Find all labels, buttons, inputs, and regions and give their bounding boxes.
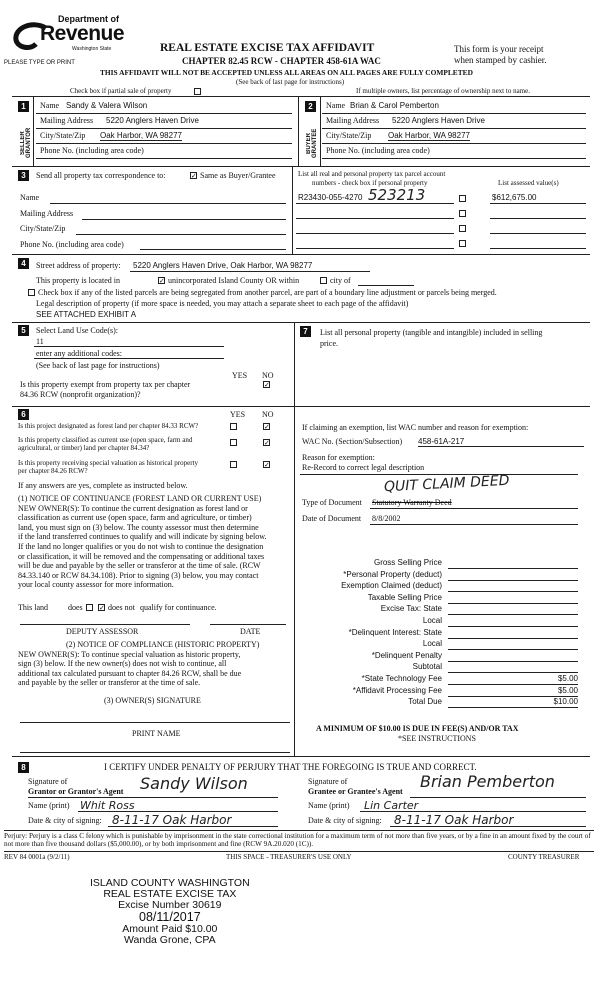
street-address-field[interactable]: 5220 Anglers Haven Drive, Oak Harbor, WA 98277 <box>133 261 313 270</box>
dept-state: Washington State <box>72 46 112 52</box>
exempt-no-checkbox[interactable]: ✓ <box>264 381 270 389</box>
section-6-number: 6 <box>18 409 29 420</box>
certify-statement: I CERTIFY UNDER PENALTY OF PERJURY THAT THE FOREGOING IS TRUE AND CORRECT. <box>104 762 477 772</box>
seller-phone-label: Phone No. (including area code) <box>40 146 144 155</box>
buyer-side-label: BUYER GRANTEE <box>306 128 318 158</box>
located-mid: unincorporated Island County OR within <box>168 276 300 285</box>
does-checkbox[interactable] <box>86 604 93 611</box>
city-checkbox[interactable] <box>320 277 327 284</box>
dept-line1: Department of <box>58 14 120 24</box>
section-7-number: 7 <box>300 326 311 337</box>
does-label: does <box>68 603 83 612</box>
reason-field[interactable]: Re-Record to correct legal description <box>302 463 425 472</box>
grantee-signature[interactable]: Brian Pemberton <box>420 772 555 791</box>
any-yes-note: If any answers are yes, complete as instructed below. <box>18 481 188 490</box>
deputy-assessor-label: DEPUTY ASSESSOR <box>66 627 139 636</box>
grantee-date-city[interactable]: 8-11-17 Oak Harbor <box>394 813 514 827</box>
buyer-mailing-label: Mailing Address <box>326 116 380 125</box>
fee-row: Excise Tax: State <box>300 604 578 616</box>
buyer-name-label: Name <box>326 101 346 110</box>
receipt-line2: when stamped by cashier. <box>454 55 547 65</box>
sec3-phone-label: Phone No. (including area code) <box>20 240 124 249</box>
historic-question-2: per chapter 84.26 RCW? <box>18 467 88 475</box>
fee-row: Total Due $10.00 <box>408 697 578 707</box>
section-1-number: 1 <box>18 101 29 112</box>
fee-row: *Delinquent Interest: State <box>300 628 578 640</box>
personal-property-checkbox-1[interactable] <box>459 195 466 202</box>
section-8-number: 8 <box>18 762 29 773</box>
current-use-yes-checkbox[interactable] <box>230 439 237 446</box>
see-instructions: *SEE INSTRUCTIONS <box>398 734 477 743</box>
segregated-checkbox[interactable] <box>28 289 35 296</box>
personal-property-checkbox-3[interactable] <box>459 225 466 232</box>
legal-description-label: Legal description of property (if more space is needed, you may attach a separate sheet to each page of the affidavit) <box>36 299 409 308</box>
does-not-checkbox[interactable]: ✓ <box>99 604 105 612</box>
exempt-question-1: Is this property exempt from property tax per chapter <box>20 380 191 389</box>
fee-row: *Personal Property (deduct) <box>300 570 578 582</box>
dept-logo-text: Revenue <box>40 22 125 45</box>
buyer-phone-label: Phone No. (including area code) <box>326 146 430 155</box>
seller-name-label: Name <box>40 101 60 110</box>
treasurer-space: THIS SPACE - TREASURER'S USE ONLY <box>226 853 352 861</box>
form-title: REAL ESTATE EXCISE TAX AFFIDAVIT <box>160 42 375 54</box>
buyer-name-field[interactable]: Brian & Carol Pemberton <box>350 101 439 110</box>
historic-question-1: Is this property receiving special valuation as historical property <box>18 459 199 467</box>
sec6-yes: YES <box>230 410 246 419</box>
street-address-label: Street address of property: <box>36 261 121 270</box>
deputy-date-label: DATE <box>240 627 261 636</box>
buyer-mailing-field[interactable]: 5220 Anglers Haven Drive <box>392 116 485 125</box>
land-use-value[interactable]: 11 <box>36 337 44 346</box>
seller-mailing-field[interactable]: 5220 Anglers Haven Drive <box>106 116 199 125</box>
same-as-buyer-checkbox[interactable]: ✓ <box>191 172 197 180</box>
sec5-see-back: (See back of last page for instructions) <box>36 361 160 370</box>
doc-date-label: Date of Document <box>302 514 362 523</box>
grantor-signature[interactable]: Sandy Wilson <box>140 774 248 793</box>
fee-row: *Delinquent Penalty <box>300 651 578 663</box>
receipt-line1: This form is your receipt <box>454 44 544 54</box>
grantor-printed-name[interactable]: Whit Ross <box>80 799 135 812</box>
personal-property-text-2: price. <box>320 339 338 348</box>
current-use-question-2: agricultural, or timber) land per chapter 84.34? <box>18 444 150 452</box>
personal-property-text-1: List all personal property (tangible and intangible) included in selling <box>320 328 543 337</box>
section-4-number: 4 <box>18 258 29 269</box>
see-back-top: (See back of last page for instructions) <box>236 78 345 86</box>
wac-label: WAC No. (Section/Subsection) <box>302 437 403 446</box>
fee-row: *State Technology Fee $5.00 <box>361 673 578 683</box>
sec3-city-label: City/State/Zip <box>20 224 66 233</box>
buyer-city-field[interactable]: Oak Harbor, WA 98277 <box>388 131 470 140</box>
parcel-header-2: numbers - check box if personal property <box>312 179 428 187</box>
grantor-name-label: Name (print) <box>28 801 70 810</box>
fee-row: Local <box>300 639 578 651</box>
sec5-no: NO <box>262 371 274 380</box>
county-treasurer: COUNTY TREASURER <box>508 853 580 861</box>
print-name-label: PRINT NAME <box>132 729 181 738</box>
partial-sale-checkbox[interactable] <box>194 88 201 95</box>
section-3-number: 3 <box>18 170 29 181</box>
grantee-name-label: Name (print) <box>308 801 350 810</box>
grantor-date-label: Date & city of signing: <box>28 816 102 825</box>
doc-type-handwritten: QUIT CLAIM DEED <box>383 472 510 496</box>
fees-table <box>300 558 578 709</box>
parcel-header-1: List all real and personal property tax parcel account <box>298 170 446 178</box>
buyer-city-label: City/State/Zip <box>326 131 372 140</box>
form-chapter: CHAPTER 82.45 RCW - CHAPTER 458-61A WAC <box>182 56 381 66</box>
seller-mailing-label: Mailing Address <box>40 116 94 125</box>
perjury-statement: Perjury: Perjury is a class C felony which is punishable by imprisonment in the state correctional institution for a maximum term of not more than five years, or by a fine in an amount fixed by the court of not more than five thousand dollars ($5,000.00), or by both imprisonment and fine (RCW 9A.20.020 (1C)). <box>4 832 591 849</box>
sec3-name-label: Name <box>20 193 40 202</box>
grantor-sig-label: Signature of <box>28 777 68 786</box>
grantee-sig-label: Signature of <box>308 777 348 786</box>
historic-no-checkbox[interactable]: ✓ <box>264 461 270 469</box>
personal-property-checkbox-2[interactable] <box>459 210 466 217</box>
fee-row: Taxable Selling Price <box>300 593 578 605</box>
fee-row: Exemption Claimed (deduct) <box>300 581 578 593</box>
owner-signature-label: (3) OWNER(S) SIGNATURE <box>104 696 201 705</box>
additional-codes: enter any additional codes: <box>36 349 122 358</box>
fee-row: Local <box>300 616 578 628</box>
qualify-label: qualify for continuance. <box>140 603 217 612</box>
assessed-header: List assessed value(s) <box>498 179 559 187</box>
notice-compliance: (2) NOTICE OF COMPLIANCE (HISTORIC PROPERTY) NEW OWNER(S): To continue special valuation as historic property, sign (3) below. If the new owner(s) does not wish to continue, all additional tax calculated pursuant to chapter 84.26 RCW, shall be due and payable by the seller or transferor at the time of sale. <box>18 640 260 688</box>
legal-description-value[interactable]: SEE ATTACHED EXHIBIT A <box>36 310 137 319</box>
notice-continuance: (1) NOTICE OF CONTINUANCE (FOREST LAND OR CURRENT USE) NEW OWNER(S): To continue the current designation as forest land or classification as current use (open space, farm and agriculture, or timber) land, you must sign on (3) below. The county assessor must then determine if the land transferred continues to qualify and will indicate by signing below. If the land no longer qualifies or you do not wish to continue the designation or classification, it will be removed and the compensating or additional taxes will be due and payable by the seller or transferor at the time of sale. (RCW 84.33.140 or RCW 84.34.108). Prior to signing (3) below, you may contact your local county assessor for more information. <box>18 494 267 590</box>
forest-no-checkbox[interactable]: ✓ <box>264 423 270 431</box>
this-land-label: This land <box>18 603 48 612</box>
check-any-parcels: Check box if any of the listed parcels are being segregated from another parcel, are part of a boundary line adjustment or parcels being merged. <box>38 288 497 297</box>
grantee-date-label: Date & city of signing: <box>308 816 382 825</box>
please-type: PLEASE TYPE OR PRINT <box>4 60 75 66</box>
exemption-claim-label: If claiming an exemption, list WAC number and reason for exemption: <box>302 423 529 432</box>
doc-date-field[interactable]: 8/8/2002 <box>372 514 401 523</box>
grantor-date-city[interactable]: 8-11-17 Oak Harbor <box>112 813 232 827</box>
same-as-buyer-label: Same as Buyer/Grantee <box>200 171 276 180</box>
fee-row: *Affidavit Processing Fee $5.00 <box>352 685 578 695</box>
wac-number-field[interactable]: 458-61A-217 <box>418 437 584 447</box>
does-not-label: does not <box>108 603 135 612</box>
forest-yes-checkbox[interactable] <box>230 423 237 430</box>
parcel-number-1[interactable]: R23430-055-4270 <box>298 193 363 202</box>
revenue-logo <box>12 14 125 56</box>
sec6-no: NO <box>262 410 274 419</box>
doc-type-struck[interactable]: Statutory Warranty Deed <box>372 498 452 507</box>
assessed-value-1[interactable]: $612,675.00 <box>492 193 537 202</box>
located-post: city of <box>330 276 351 285</box>
seller-city-label: City/State/Zip <box>40 131 86 140</box>
form-warning: THIS AFFIDAVIT WILL NOT BE ACCEPTED UNLESS ALL AREAS ON ALL PAGES ARE FULLY COMPLETED <box>100 68 473 77</box>
historic-yes-checkbox[interactable] <box>230 461 237 468</box>
grantee-agent-label: Grantee or Grantee's Agent <box>308 787 403 796</box>
located-pre: This property is located in <box>36 276 120 285</box>
multiple-owners-note: If multiple owners, list percentage of ownership next to name. <box>356 87 530 95</box>
seller-city-field[interactable]: Oak Harbor, WA 98277 <box>100 131 182 140</box>
grantor-agent-label: Grantor or Grantor's Agent <box>28 787 124 796</box>
treasurer-stamp: ISLAND COUNTY WASHINGTON REAL ESTATE EXCISE TAX Excise Number 30619 08/11/2017 Amount Paid $10.00 Wanda Grone, CPA <box>90 877 250 946</box>
current-use-no-checkbox[interactable]: ✓ <box>264 439 270 447</box>
grantee-printed-name[interactable]: Lin Carter <box>364 799 419 812</box>
send-correspondence-label: Send all property tax correspondence to: <box>36 171 166 180</box>
current-use-question-1: Is this property classified as current use (open space, farm and <box>18 436 193 444</box>
fee-row: Gross Selling Price <box>300 558 578 570</box>
fee-row: Subtotal <box>300 662 578 674</box>
personal-property-checkbox-4[interactable] <box>459 240 466 247</box>
doc-type-label: Type of Document <box>302 498 362 507</box>
reason-label: Reason for exemption: <box>302 453 375 462</box>
forest-land-question: Is this project designated as forest land per chapter 84.33 RCW? <box>18 422 199 430</box>
section-5-number: 5 <box>18 325 29 336</box>
section-2-number: 2 <box>305 101 316 112</box>
seller-name-field[interactable]: Sandy & Valera Wilson <box>66 101 148 110</box>
parcel-handwritten: 523213 <box>368 186 426 204</box>
check-partial-label: Check box if partial sale of property <box>70 87 172 95</box>
land-use-label: Select Land Use Code(s): <box>36 326 118 335</box>
minimum-due: A MINIMUM OF $10.00 IS DUE IN FEE(S) AND/OR TAX <box>316 724 519 733</box>
exempt-question-2: 84.36 RCW (nonprofit organization)? <box>20 390 141 399</box>
form-revision: REV 84 0001a (9/2/11) <box>4 853 70 861</box>
seller-side-label: SELLER GRANTOR <box>20 127 32 159</box>
sec5-yes: YES <box>232 371 248 380</box>
unincorporated-checkbox[interactable]: ✓ <box>159 277 165 285</box>
sec3-mailing-label: Mailing Address <box>20 209 74 218</box>
